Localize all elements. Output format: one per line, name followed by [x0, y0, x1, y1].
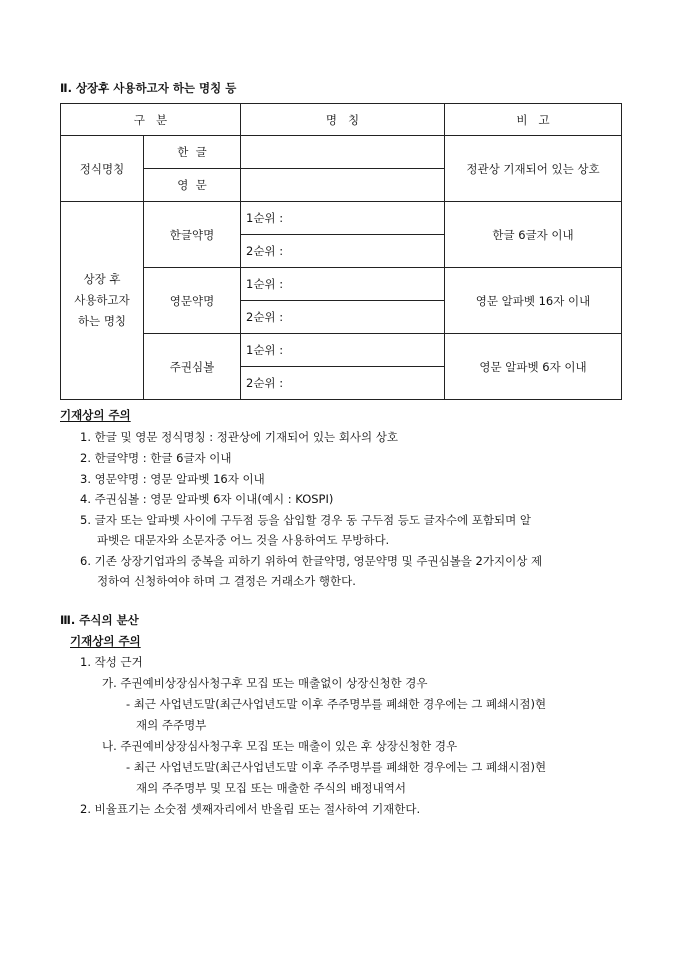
section3-item1-ga-detail: 재의 주주명부	[136, 718, 207, 732]
english-abbr-remark: 영문 알파벳 16자 이내	[445, 268, 622, 334]
stock-symbol-rank1: 1순위 :	[241, 334, 445, 367]
section2-note-item: 1. 한글 및 영문 정식명칭 : 정관상에 기재되어 있는 회사의 상호	[80, 430, 399, 444]
section3-item1-na-detail: 재의 주주명부 및 모집 또는 매출한 주식의 배정내역서	[136, 781, 406, 795]
section2-notes-title: 기재상의 주의	[60, 408, 131, 422]
section3-notes-title: 기재상의 주의	[70, 634, 141, 648]
section2-note-item: 정하여 신청하여야 하며 그 결정은 거래소가 행한다.	[97, 574, 356, 588]
table-row	[61, 268, 622, 301]
section3-item1-na: 나. 주권예비상장심사청구후 모집 또는 매출이 있은 후 상장신청한 경우	[102, 739, 458, 753]
korean-abbr-rank2: 2순위 :	[241, 235, 445, 268]
after-listing-line: 상장 후	[83, 272, 121, 286]
section2-note-item: 파벳은 대문자와 소문자중 어느 것을 사용하여도 무방하다.	[97, 533, 390, 547]
header-category: 구 분	[61, 104, 241, 136]
english-abbr-rank1: 1순위 :	[241, 268, 445, 301]
official-remark: 정관상 기재되어 있는 상호	[445, 136, 622, 202]
table-row	[61, 334, 622, 367]
section3-item1: 1. 작성 근거	[80, 655, 143, 669]
section2-note-item: 4. 주권심볼 : 영문 알파벳 6자 이내(예시 : KOSPI)	[80, 492, 334, 506]
section3-title: Ⅲ. 주식의 분산	[60, 613, 139, 627]
stock-symbol-remark: 영문 알파벳 6자 이내	[445, 334, 622, 400]
section2-note-item: 3. 영문약명 : 영문 알파벳 16자 이내	[80, 472, 265, 486]
after-listing-line: 사용하고자	[74, 293, 130, 307]
section2-note-item: 6. 기존 상장기업과의 중복을 피하기 위하여 한글약명, 영문약명 및 주권심볼을 2가지이상 제	[80, 554, 543, 568]
after-listing-line: 하는 명칭	[77, 314, 127, 328]
section2-title: Ⅱ. 상장후 사용하고자 하는 명칭 등	[60, 81, 237, 95]
names-table	[60, 103, 622, 400]
official-name-label: 정식명칭	[61, 136, 144, 202]
english-abbr-rank2: 2순위 :	[241, 301, 445, 334]
stock-symbol-label: 주권심볼	[144, 334, 241, 400]
korean-abbr-label: 한글약명	[144, 202, 241, 268]
section2-note-item: 2. 한글약명 : 한글 6글자 이내	[80, 451, 232, 465]
korean-abbr-remark: 한글 6글자 이내	[445, 202, 622, 268]
official-english-label: 영 문	[144, 169, 241, 202]
official-korean-value	[241, 136, 445, 169]
stock-symbol-rank2: 2순위 :	[241, 367, 445, 400]
table-header-row	[61, 104, 622, 136]
korean-abbr-rank1: 1순위 :	[241, 202, 445, 235]
section3-item1-na-detail: - 최근 사업년도말(최근사업년도말 이후 주주명부를 폐쇄한 경우에는 그 폐쇄시점)현	[126, 760, 547, 774]
official-english-value	[241, 169, 445, 202]
after-listing-label	[61, 202, 144, 400]
section3-item1-ga: 가. 주권예비상장심사청구후 모집 또는 매출없이 상장신청한 경우	[102, 676, 428, 690]
header-remark: 비 고	[445, 104, 622, 136]
header-name: 명 칭	[241, 104, 445, 136]
table-row	[61, 202, 622, 235]
official-korean-label: 한 글	[144, 136, 241, 169]
section2-note-item: 5. 글자 또는 알파벳 사이에 구두점 등을 삽입할 경우 동 구두점 등도 글자수에 포함되며 알	[80, 513, 531, 527]
section3-item1-ga-detail: - 최근 사업년도말(최근사업년도말 이후 주주명부를 폐쇄한 경우에는 그 폐쇄시점)현	[126, 697, 547, 711]
table-row	[61, 136, 622, 169]
section3-item2: 2. 비율표기는 소숫점 셋째자리에서 반올림 또는 절사하여 기재한다.	[80, 802, 421, 816]
english-abbr-label: 영문약명	[144, 268, 241, 334]
